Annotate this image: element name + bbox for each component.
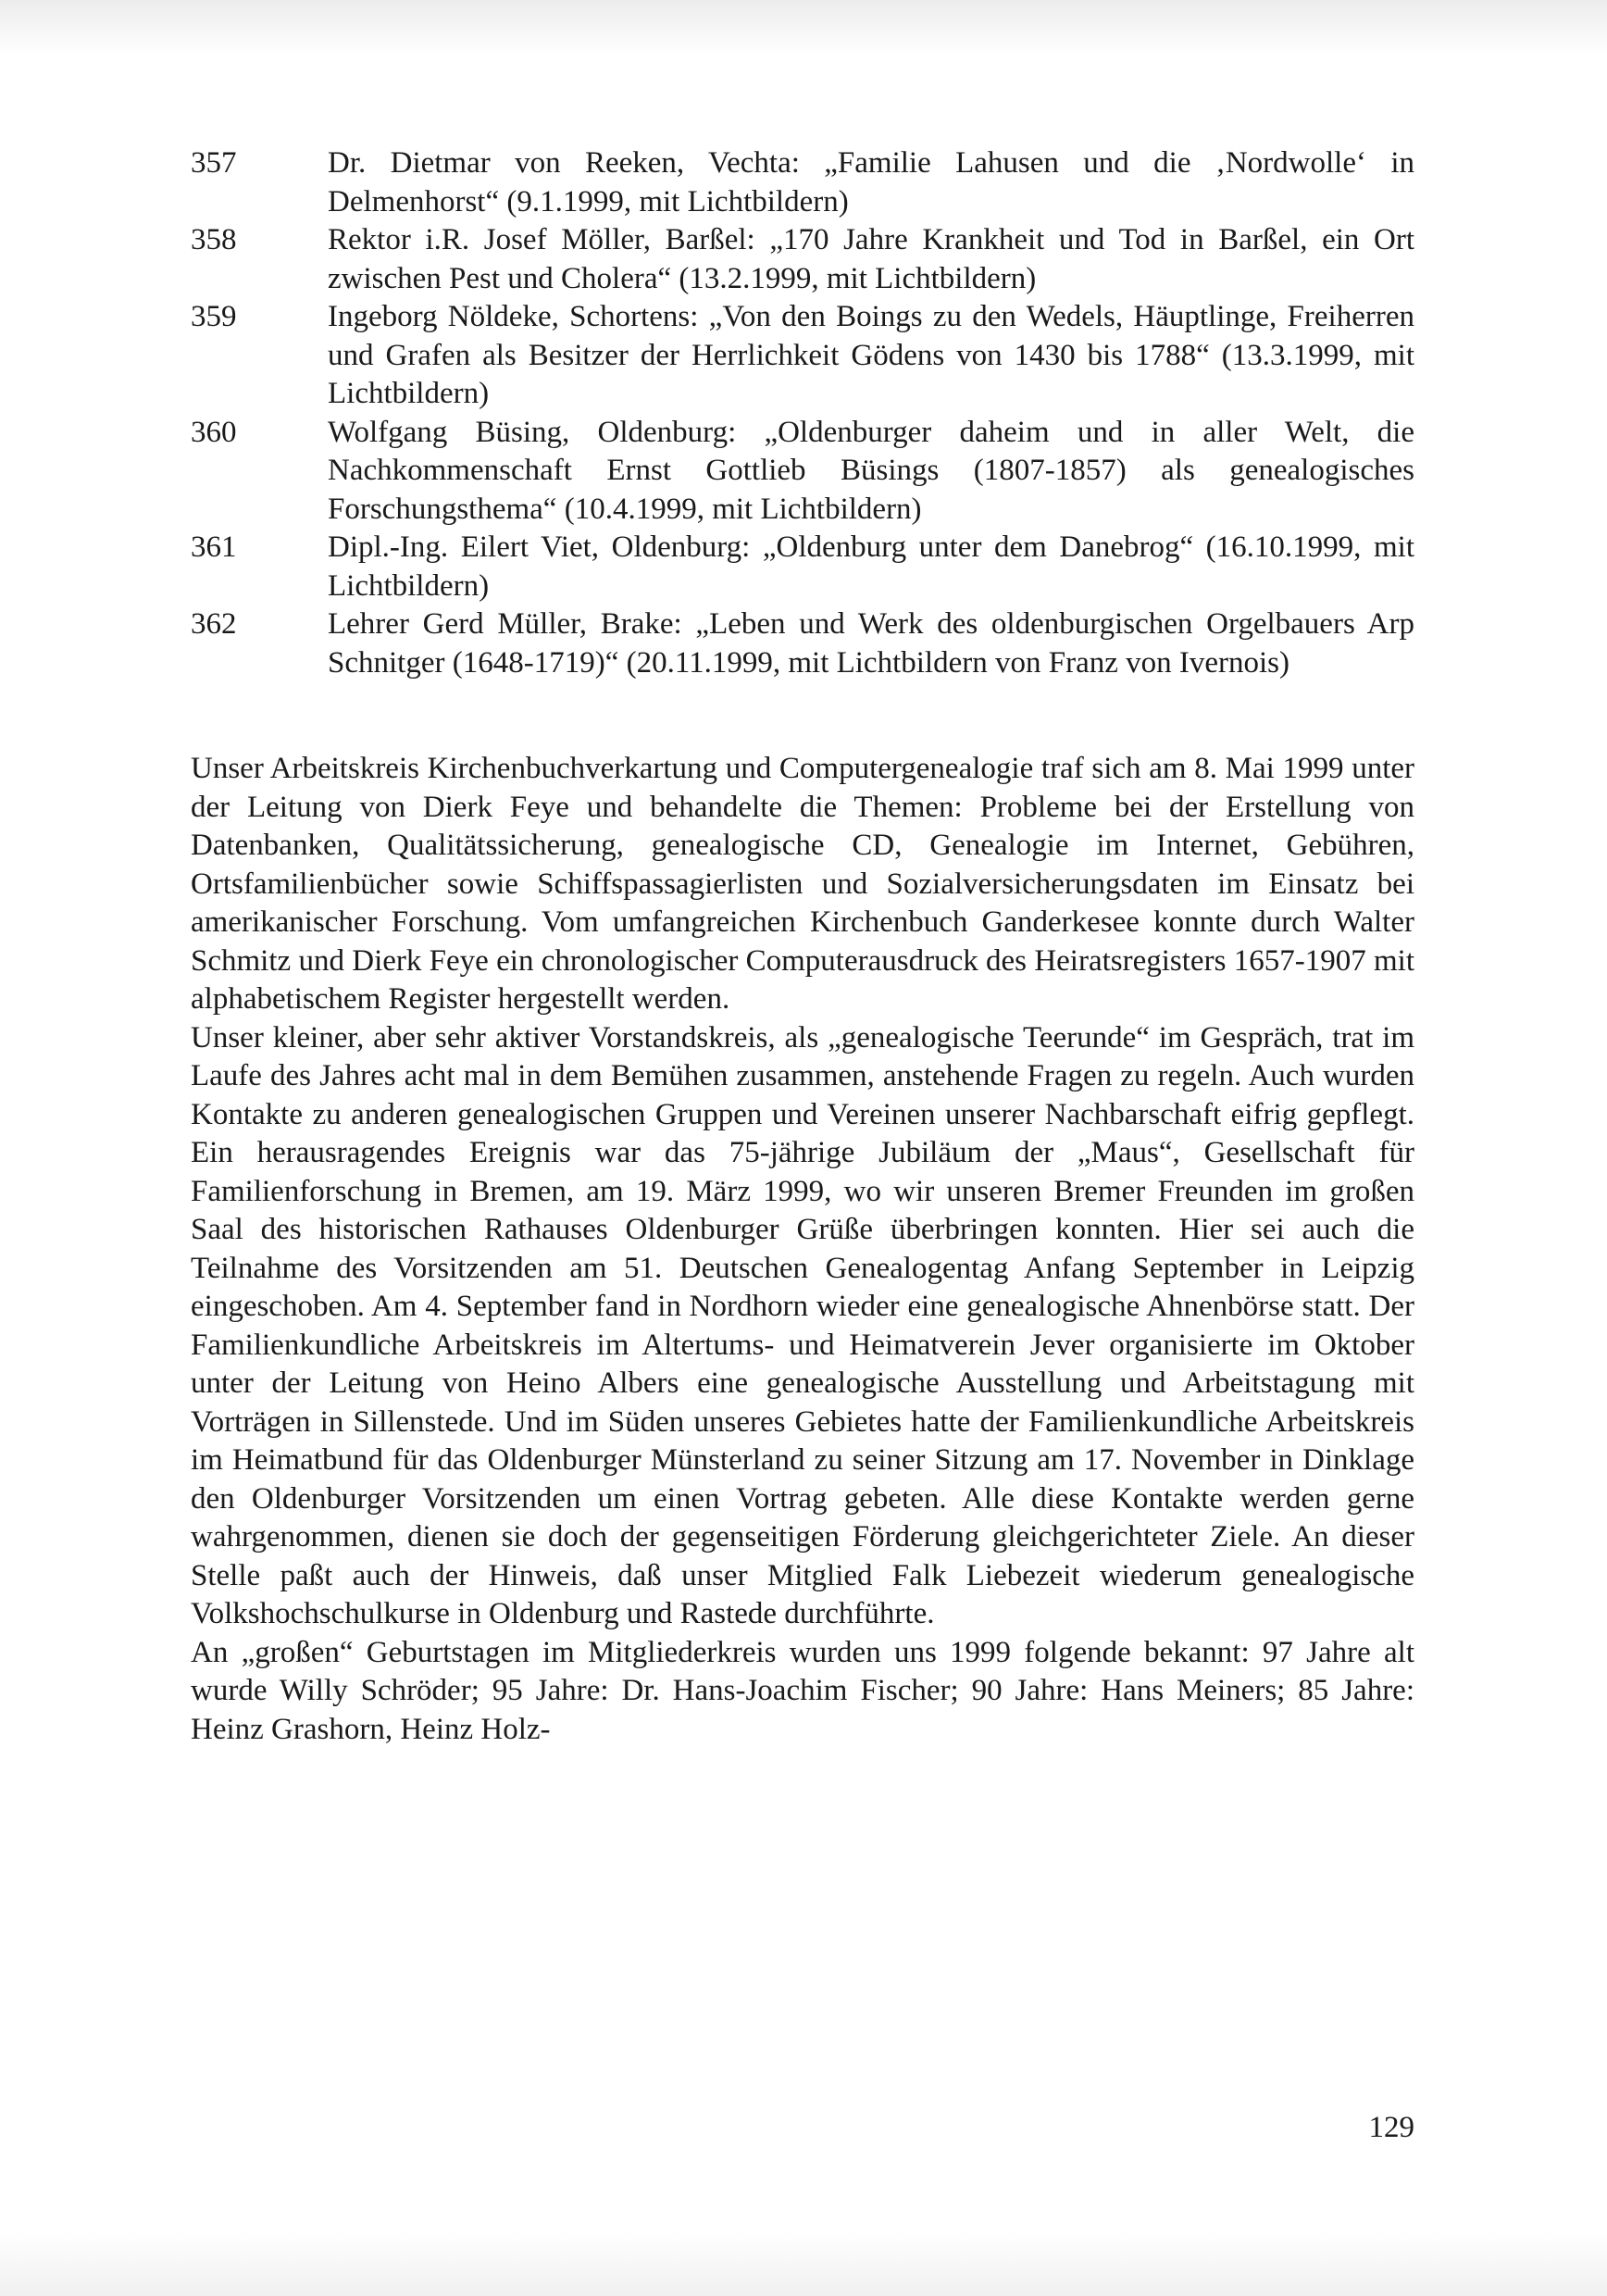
lecture-number: 358	[191, 223, 237, 256]
lecture-text: Rektor i.R. Josef Möller, Barßel: „170 Jahre Krankheit und Tod in Barßel, ein Ort zwischen Pest und Cholera“ (13.2.1999, mit Lichtbildern)	[328, 223, 1414, 295]
lecture-number: 362	[191, 607, 237, 641]
lecture-entry-358	[191, 221, 1414, 298]
body-text	[191, 750, 1414, 1749]
lecture-text: Dipl.-Ing. Eilert Viet, Oldenburg: „Oldenburg unter dem Danebrog“ (16.10.1999, mit Lichtbildern)	[328, 530, 1414, 603]
lecture-entry-360	[191, 414, 1414, 530]
lecture-number: 357	[191, 146, 237, 180]
scan-shadow-top	[0, 0, 1607, 56]
lecture-entry-361	[191, 529, 1414, 605]
paragraph-arbeitskreis: Unser Arbeitskreis Kirchenbuchverkartung und Computergenealogie traf sich am 8. Mai 1999 unter der Leitung von Dierk Feye und behandelte die Themen: Probleme bei der Erstellung von Datenbanken, Qualitätssicherung, genealogische CD, Genealogie im Internet, Gebühren, Ortsfamilienbücher sowie Schiffspassagierlisten und Sozialversicherungsdaten im Einsatz bei amerikanischer Forschung. Vom umfangreichen Kirchenbuch Ganderkesee konnte durch Walter Schmitz und Dierk Feye ein chronologischer Computerausdruck des Heiratsregisters 1657-1907 mit alphabetischem Register hergestellt werden.	[191, 752, 1414, 1016]
lecture-number: 360	[191, 415, 237, 449]
lecture-entry-359	[191, 298, 1414, 414]
page-number: 129	[1368, 2111, 1414, 2144]
lecture-list	[191, 144, 1414, 682]
lecture-text: Ingeborg Nöldeke, Schortens: „Von den Boings zu den Wedels, Häuptlinge, Freiherren und Grafen als Besitzer der Herrlichkeit Gödens von 1430 bis 1788“ (13.3.1999, mit Lichtbildern)	[328, 300, 1414, 410]
lecture-text: Wolfgang Büsing, Oldenburg: „Oldenburger daheim und in aller Welt, die Nachkommenschaft Ernst Gottlieb Büsings (1807-1857) als genealogisches Forschungsthema“ (10.4.1999, mit Lichtbildern)	[328, 415, 1414, 526]
lecture-text: Dr. Dietmar von Reeken, Vechta: „Familie Lahusen und die ‚Nordwolle‘ in Delmenhorst“ (9.1.1999, mit Lichtbildern)	[328, 146, 1414, 218]
lecture-number: 361	[191, 530, 237, 564]
lecture-entry-362	[191, 605, 1414, 682]
lecture-number: 359	[191, 300, 237, 333]
lecture-text: Lehrer Gerd Müller, Brake: „Leben und Werk des oldenburgischen Orgelbauers Arp Schnitger (1648-1719)“ (20.11.1999, mit Lichtbildern von Franz von Ivernois)	[328, 607, 1414, 680]
paragraph-geburtstage: An „großen“ Geburtstagen im Mitgliederkreis wurden uns 1999 folgende bekannt: 97 Jahre alt wurde Willy Schröder; 95 Jahre: Dr. Hans-Joachim Fischer; 90 Jahre: Hans Meiners; 85 Jahre: Heinz Grashorn, Heinz Holz-	[191, 1635, 1414, 1746]
lecture-entry-357	[191, 144, 1414, 221]
paragraph-vorstandskreis: Unser kleiner, aber sehr aktiver Vorstandskreis, als „genealogische Teerunde“ im Gespräch, trat im Laufe des Jahres acht mal in dem Bemühen zusammen, anstehende Fragen zu regeln. Auch wurden Kontakte zu anderen genealogischen Gruppen und Vereinen unserer Nachbarschaft eifrig gepflegt. Ein herausragendes Ereignis war das 75-jährige Jubiläum der „Maus“, Gesellschaft für Familienforschung in Bremen, am 19. März 1999, wo wir unseren Bremer Freunden im großen Saal des historischen Rathauses Oldenburger Grüße überbringen konnten. Hier sei auch die Teilnahme des Vorsitzenden am 51. Deutschen Genealogentag Anfang September in Leipzig eingeschoben. Am 4. September fand in Nordhorn wieder eine genealogische Ahnenbörse statt. Der Familienkundliche Arbeitskreis im Altertums- und Heimatverein Jever organisierte im Oktober unter der Leitung von Heino Albers eine genealogische Ausstellung und Arbeitstagung mit Vorträgen in Sillenstede. Und im Süden unseres Gebietes hatte der Familienkundliche Arbeitskreis im Heimatbund für das Oldenburger Münsterland zu seiner Sitzung am 17. November in Dinklage den Oldenburger Vorsitzenden um einen Vortrag gebeten. Alle diese Kontakte werden gerne wahrgenommen, dienen sie doch der gegenseitigen Förderung gleichgerichteter Ziele. An dieser Stelle paßt auch der Hinweis, daß unser Mitglied Falk Liebezeit wiederum genealogische Volkshochschulkurse in Oldenburg und Rastede durchführte.	[191, 1020, 1414, 1630]
scan-shadow-bottom	[0, 2231, 1607, 2296]
